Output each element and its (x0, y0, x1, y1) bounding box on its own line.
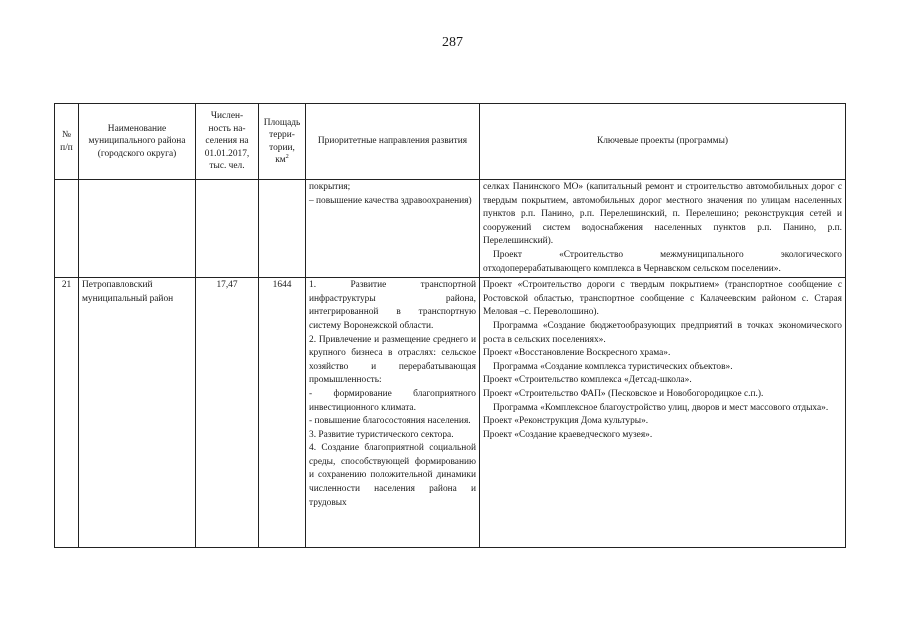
cell-name (79, 180, 196, 278)
cell-num (55, 180, 79, 278)
header-projects: Ключевые проекты (программы) (480, 104, 846, 180)
table-row (55, 180, 846, 278)
cell-directions: 1. Развитие транспортной инфраструктуры района, интегрированной в транспортную систему Воронежской области. 2. Привлечение и размещение среднего и крупного бизнеса в отраслях: сельское хозяйство и перерабатывающая промышленность: - формирование благоприятного инвестиционного климата. - повышение благосостояния населения. 3. Развитие туристического сектора. 4. Создание благоприятной социальной среды, способствующей формированию и сохранению положительной динамики численности населения района и трудовых (306, 278, 480, 548)
header-directions: Приоритетные направления развития (306, 104, 480, 180)
header-area: Площадь терри- тории, $км^2$ (259, 104, 306, 180)
cell-area: 1644 (259, 278, 306, 548)
cell-population: 17,47 (196, 278, 259, 548)
header-num: № п/п (55, 104, 79, 180)
cell-name: Петропавловский муниципальный район (79, 278, 196, 548)
cell-num: 21 (55, 278, 79, 548)
page-number: 287 (442, 35, 463, 50)
cell-projects: Проект «Строительство дороги с твердым покрытием» (транспортное сообщение с Ростовской областью, транспортное сообщение с Калачеевским районом с. Старая Меловая –с. Переволошино). Программа «Создание бюджетообразующих предприятий в точках экономического роста в сельских поселениях». Проект «Восстановление Воскресного храма». Программа «Создание комплекса туристических объектов». Проект «Строительство комплекса «Детсад-школа». Проект «Строительство ФАП» (Песковское и Новобогородицкое с.п.). Программа «Комплексное благоустройство улиц, дворов и мест массового отдыха». Проект «Реконструкция Дома культуры». Проект «Создание краеведческого музея». (480, 278, 846, 548)
cell-population (196, 180, 259, 278)
cell-directions: покрытия; – повышение качества здравоохранения) (306, 180, 480, 278)
header-population: Числен- ность на- селения на 01.01.2017, тыс. чел. (196, 104, 259, 180)
table-row (55, 278, 846, 548)
cell-area (259, 180, 306, 278)
header-name: Наименование муниципального района (городского округа) (79, 104, 196, 180)
cell-projects: селках Панинского МО» (капитальный ремонт и строительство автомобильных дорог с твердым покрытием, автомобильных дорог местного значения по улицам населенных пунктов р.п. Панино, р.п. Перелешинский, п. Перелешино; реконструкция сетей и сооружений систем водоснабжения населенных пунктов р.п. Панино, р.п. Перелешинский). Проект «Строительство межмуниципального экологического отходоперерабатывающего комплекса в Чернавском сельском поселении». (480, 180, 846, 278)
table-header-row (55, 104, 846, 180)
regions-table (54, 103, 846, 548)
